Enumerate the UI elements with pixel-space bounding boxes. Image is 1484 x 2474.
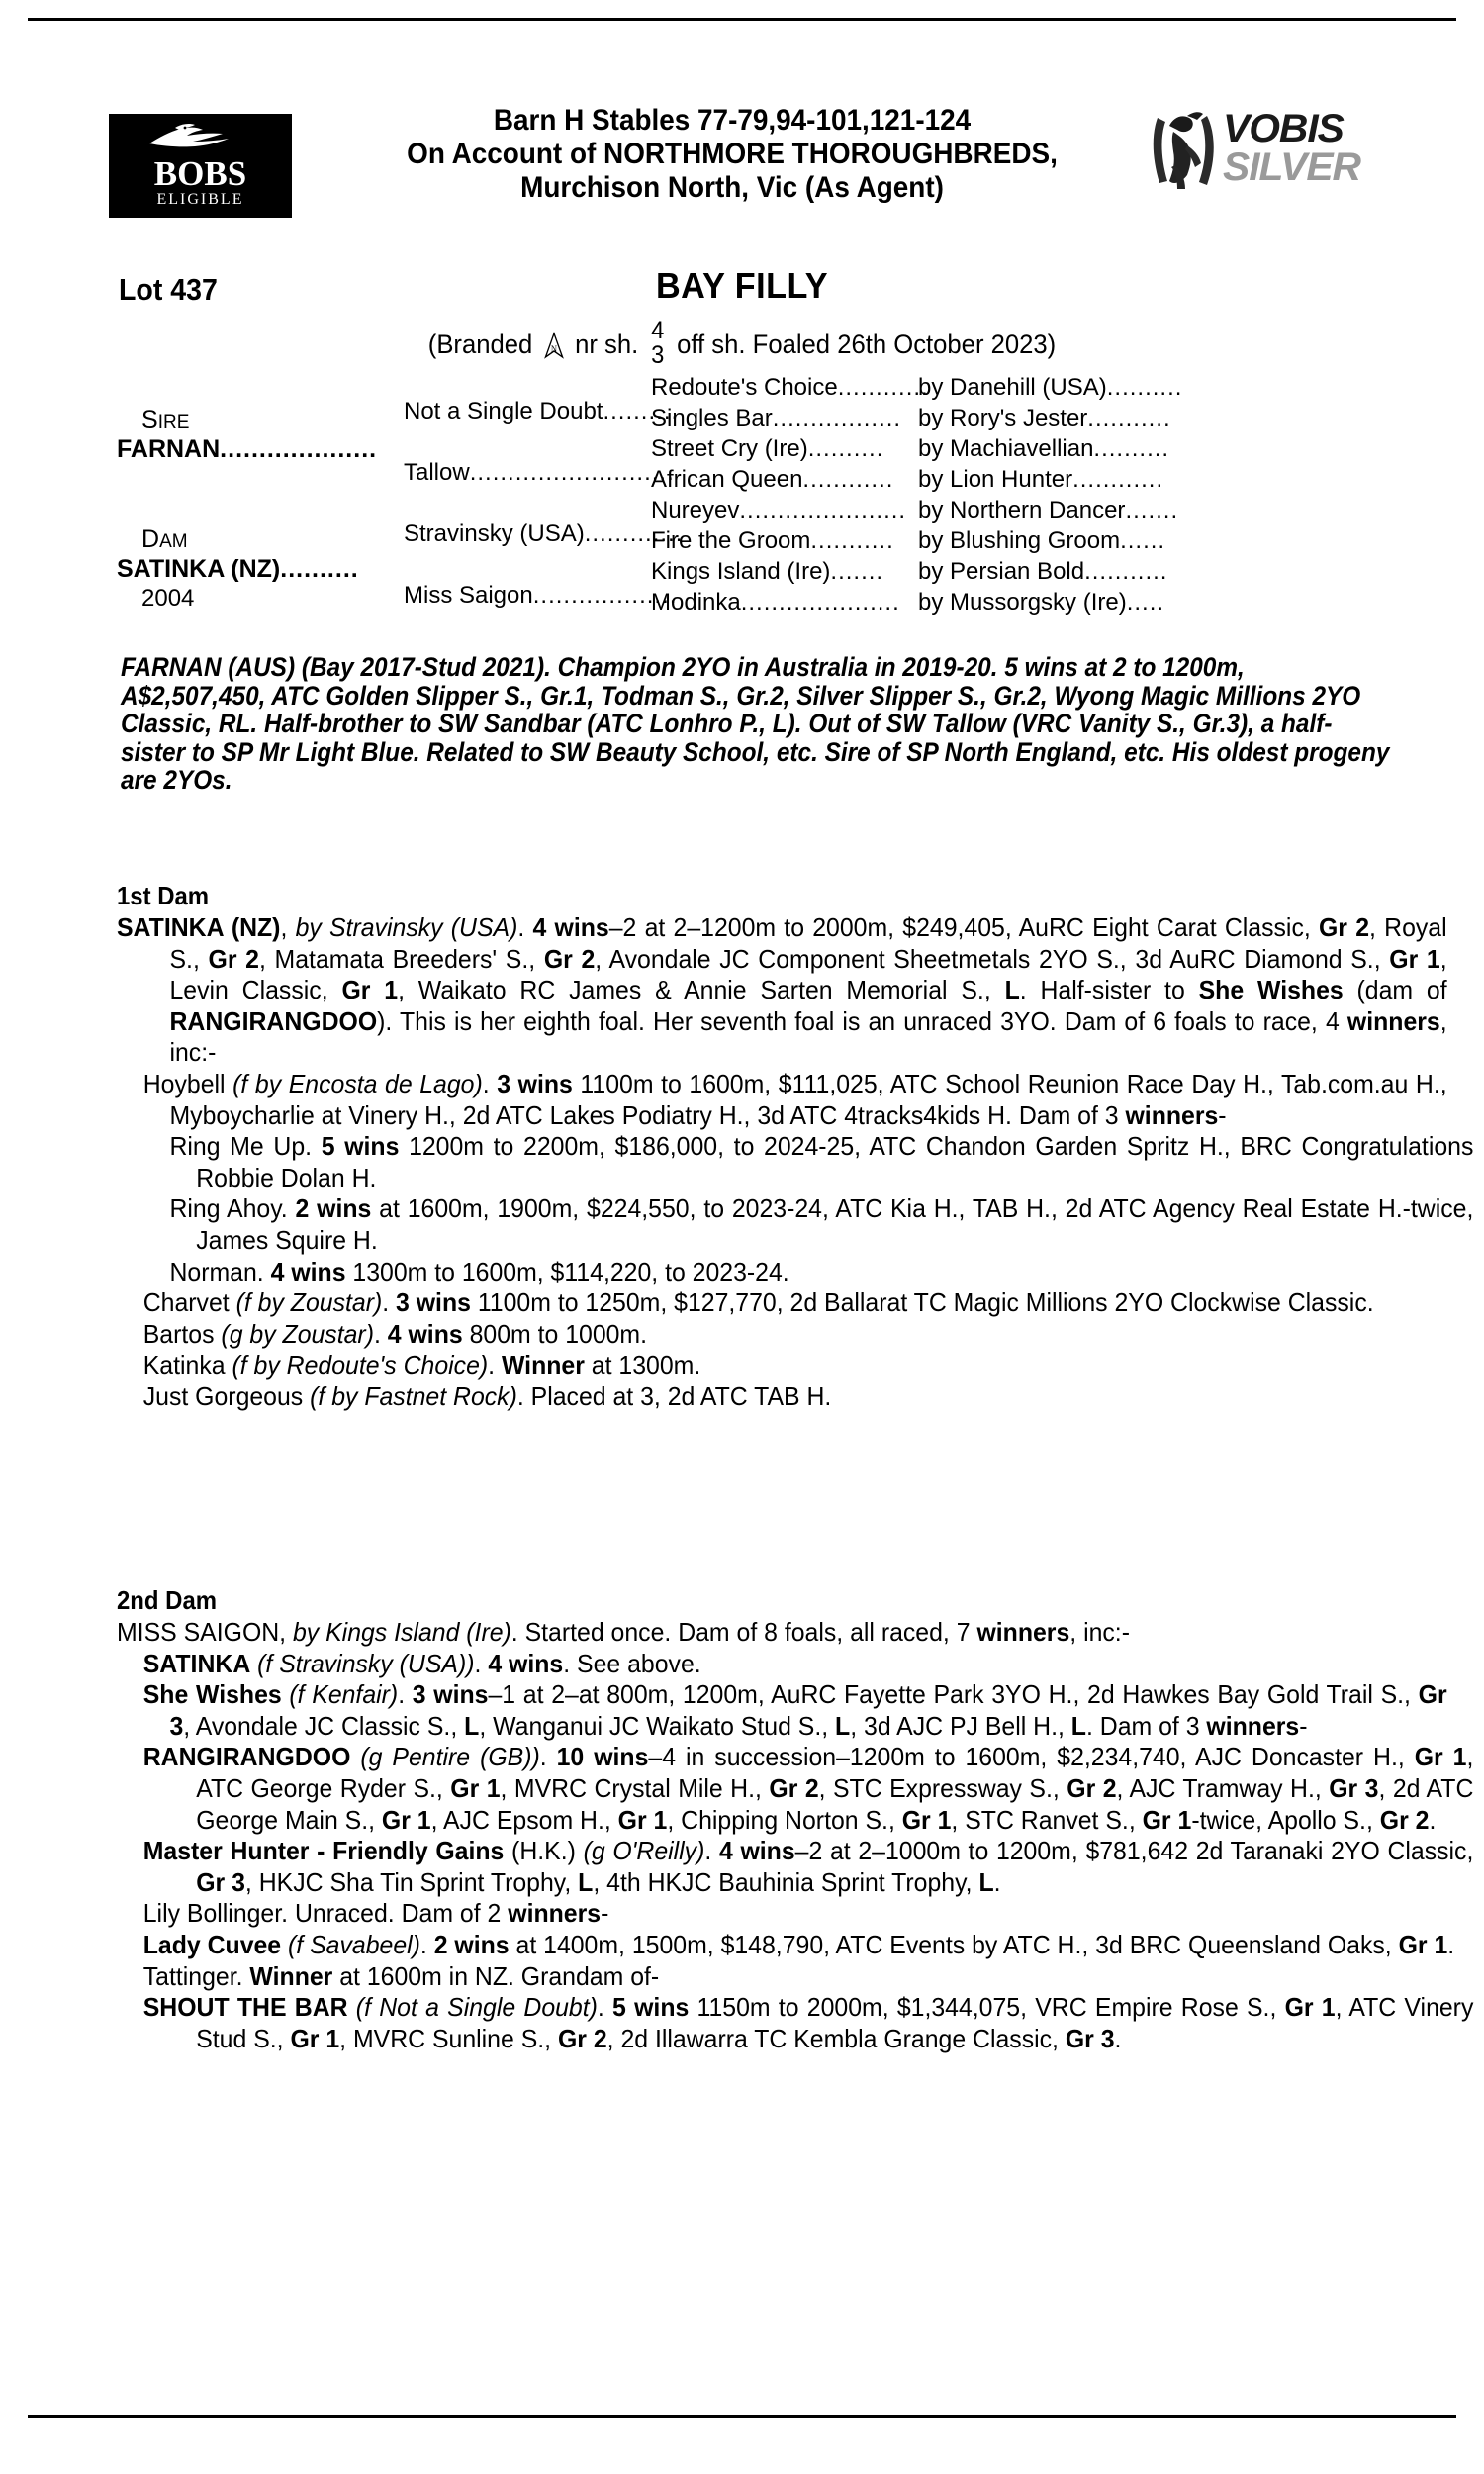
vobis-bottom-word: SILVER (1223, 145, 1360, 189)
vobis-wordmark (1223, 107, 1385, 189)
progeny-name: Ring Me Up (169, 1131, 306, 1162)
progeny-name: Lady Cuvee (142, 1929, 282, 1959)
vobis-jockey-icon (1148, 106, 1221, 193)
lot-number: Lot 437 (119, 272, 218, 307)
pedigree-gen2-2: Stravinsky (USA)............. (404, 521, 684, 547)
pedigree-gen3-7: Modinka..................... (651, 589, 900, 616)
pedigree-gen4-4: by Northern Dancer....... (918, 497, 1179, 523)
progeny-body: . 5 wins 1150m to 2000m, $1,344,075, VRC Empire Rose S., Gr 1, ATC Vinery Stud S., Gr 1, MVRC Sunline S., Gr 2, 2d Illawarra TC Kembla Grange Classic, Gr 3. (196, 1992, 1474, 2053)
progeny-entry (117, 1319, 1447, 1351)
bobs-eligible-subtext: ELIGIBLE (156, 191, 244, 208)
progeny-name: RANGIRANGDOO (142, 1742, 351, 1772)
branding-line (38, 319, 1447, 368)
first-dam-name: SATINKA (NZ) (117, 912, 281, 942)
progeny-sire: (f Savabeel) (288, 1929, 420, 1959)
progeny-body: . 4 wins–2 at 2–1000m to 1200m, $781,642 2d Taranaki 2YO Classic, Gr 3, HKJC Sha Tin Sprint Trophy, L, 4th HKJC Bauhinia Sprint Trophy, L. (196, 1836, 1474, 1897)
progeny-sire: (g O'Reilly) (583, 1836, 705, 1866)
dam-year: 2004 (141, 585, 195, 612)
progeny-sire: (f Stravinsky (USA)) (257, 1648, 475, 1678)
progeny-body: . 4 wins 1300m to 1600m, $114,220, to 2023-24. (256, 1256, 789, 1286)
sire-name: FARNAN.................... (117, 435, 378, 463)
progeny-body: . Unraced. Dam of 2 winners- (281, 1898, 609, 1929)
branded-prefix: (Branded (427, 330, 533, 359)
progeny-name: She Wishes (142, 1679, 282, 1710)
branded-suffix: off sh. Foaled 26th October 2023) (677, 330, 1057, 359)
progeny-body: . 3 wins 1100m to 1250m, $127,770, 2d Ballarat TC Magic Millions 2YO Clockwise Classic. (382, 1287, 1374, 1318)
progeny-body: . 2 wins at 1400m, 1500m, $148,790, ATC Events by ATC H., 3d BRC Queensland Oaks, Gr 1. (419, 1929, 1455, 1959)
pedigree-gen4-3: by Lion Hunter............ (918, 466, 1164, 493)
progeny-entry (117, 1381, 1447, 1413)
progeny-sire: (f Kenfair) (289, 1679, 399, 1710)
pedigree-gen4-0: by Danehill (USA).......... (918, 374, 1183, 401)
progeny-sire: (f by Redoute's Choice) (232, 1350, 489, 1380)
progeny-body: . 4 wins. See above. (474, 1648, 701, 1678)
progeny-entry (117, 1131, 1473, 1193)
progeny-sire: (g Pentire (GB)) (360, 1742, 540, 1772)
pedigree-gen4-5: by Blushing Groom...... (918, 527, 1166, 554)
progeny-name: Master Hunter - Friendly Gains (142, 1836, 505, 1866)
progeny-name: Katinka (142, 1350, 226, 1380)
progeny-entry (117, 1898, 1447, 1930)
first-dam-section (117, 879, 1474, 1413)
vendor-block (336, 104, 1128, 205)
first-dam-body: . 4 wins–2 at 2–1200m to 2000m, $249,405, AuRC Eight Carat Classic, Gr 2, Royal S., Gr 2, Matamata Breeders' S., Gr 2, Avondale JC Component Sheetmetals 2YO S., 3d AuRC Diamond S., Gr 1, Levin Classic, Gr 1, Waikato RC James & Annie Sarten Memorial S., L. Half-sister to She Wishes (dam of RANGIRANGDOO). This is her eighth foal. Her seventh foal is an unraced 3YO. Dam of 6 foals to race, 4 winners, inc:- (169, 912, 1447, 1068)
progeny-entry (117, 1930, 1473, 1961)
progeny-sire: (f by Encosta de Lago) (232, 1068, 483, 1098)
progeny-body: . Winner at 1300m. (488, 1350, 701, 1380)
progeny-entry (117, 1742, 1473, 1836)
progeny-body: . Winner at 1600m in NZ. Grandam of- (235, 1960, 660, 1991)
pedigree-gen3-0: Redoute's Choice............ (651, 374, 929, 401)
top-rule (28, 18, 1456, 21)
progeny-entry (117, 1992, 1473, 2054)
pedigree-gen2-1: Tallow........................... (404, 459, 675, 486)
progeny-body: . 5 wins 1200m to 2200m, $186,000, to 2024-25, ATC Chandon Garden Spritz H., BRC Congratulations Robbie Dolan H. (196, 1131, 1474, 1192)
progeny-name: Ring Ahoy (169, 1193, 281, 1224)
sire-summary: FARNAN (AUS) (Bay 2017-Stud 2021). Champion 2YO in Australia in 2019-20. 5 wins at 2 to 1200m, A$2,507,450, ATC Golden Slipper S., Gr.1, Todman S., Gr.2, Silver Slipper S., Gr.2, Wyong Magic Millions 2YO Classic, RL. Half-brother to SW Sandbar (ATC Lonhro P., L). Out of SW Tallow (VRC Vanity S., Gr.3), a half-sister to SP Mr Light Blue. Related to SW Beauty School, etc. Sire of SP North England, etc. His oldest progeny are 2YOs. (121, 652, 1390, 795)
second-dam-progeny-list (117, 1648, 1474, 2055)
brand-symbol-icon (539, 331, 568, 360)
progeny-entry (117, 1069, 1447, 1131)
second-dam-main: MISS SAIGON, by Kings Island (Ire). Started once. Dam of 8 foals, all raced, 7 winners, inc:- (117, 1617, 1130, 1647)
pedigree-gen4-1: by Rory's Jester........... (918, 405, 1171, 431)
progeny-body: . 3 wins–1 at 2–at 800m, 1200m, AuRC Fayette Park 3YO H., 2d Hawkes Bay Gold Trail S., Gr 3, Avondale JC Classic S., L, Wanganui JC Waikato Stud S., L, 3d AJC PJ Bell H., L. Dam of 3 winners- (169, 1679, 1447, 1741)
progeny-entry (117, 1257, 1473, 1288)
bobs-horse-icon (141, 122, 260, 151)
second-dam-sire: by Kings Island (Ire) (292, 1617, 511, 1647)
pedigree-gen3-1: Singles Bar................. (651, 405, 902, 431)
pedigree-gen2-0: Not a Single Doubt.......... (404, 398, 680, 425)
progeny-name: Tattinger (142, 1960, 236, 1991)
bobs-wordmark: BOBS (153, 154, 247, 193)
sire-label: SIRE (141, 406, 190, 433)
bottom-rule (28, 2415, 1456, 2418)
brand-denominator: 3 (651, 341, 665, 369)
progeny-entry (117, 1679, 1447, 1742)
svg-text:N: N (550, 343, 557, 355)
progeny-entry (117, 1649, 1447, 1680)
progeny-name: Norman (169, 1256, 257, 1286)
progeny-entry (117, 1961, 1447, 1993)
progeny-name: SHOUT THE BAR (142, 1992, 348, 2023)
second-dam-section (117, 1583, 1474, 2054)
vendor-line-2: On Account of NORTHMORE THOROUGHBREDS, (407, 138, 1058, 170)
progeny-body: . 10 wins–4 in succession–1200m to 1600m, $2,234,740, AJC Doncaster H., Gr 1, ATC George Ryder S., Gr 1, MVRC Crystal Mile H., Gr 2, STC Expressway S., Gr 2, AJC Tramway H., Gr 3, 2d ATC George Main S., Gr 1, AJC Epsom H., Gr 1, Chipping Norton S., Gr 1, STC Ranvet S., Gr 1-twice, Apollo S., Gr 2. (196, 1742, 1474, 1835)
progeny-name: SATINKA (142, 1648, 251, 1678)
pedigree-gen2-3: Miss Saigon................... (404, 582, 678, 609)
vendor-line-1: Barn H Stables 77-79,94-101,121-124 (493, 104, 972, 137)
progeny-sire: (f Not a Single Doubt) (355, 1992, 598, 2023)
second-dam-name: MISS SAIGON (117, 1617, 280, 1647)
progeny-name: Lily Bollinger (142, 1898, 282, 1929)
branded-middle: nr sh. (575, 330, 639, 359)
pedigree-gen3-5: Fire the Groom........... (651, 527, 894, 554)
second-dam-body: . Started once. Dam of 8 foals, all raced, 7 winners, inc:- (510, 1617, 1130, 1647)
vendor-line-3: Murchison North, Vic (As Agent) (520, 171, 944, 204)
first-dam-heading: 1st Dam (117, 881, 210, 910)
vobis-silver-logo (1148, 104, 1385, 203)
pedigree-gen3-6: Kings Island (Ire)....... (651, 558, 884, 585)
page-title: BAY FILLY (655, 265, 829, 306)
pedigree-gen3-3: African Queen............ (651, 466, 894, 493)
progeny-name: Just Gorgeous (142, 1380, 304, 1411)
first-dam-progeny-list (117, 1068, 1474, 1413)
progeny-name: Hoybell (142, 1068, 226, 1098)
progeny-sire: (f by Zoustar) (235, 1287, 383, 1318)
pedigree-gen3-2: Street Cry (Ire).......... (651, 435, 884, 462)
progeny-entry (117, 1287, 1447, 1319)
first-dam-sire: by Stravinsky (USA) (295, 912, 518, 942)
progeny-suffix: (H.K.) (511, 1836, 576, 1866)
brand-numerator: 4 (651, 317, 665, 344)
progeny-body: . 3 wins 1100m to 1600m, $111,025, ATC School Reunion Race Day H., Tab.com.au H., Myboycharlie at Vinery H., 2d ATC Lakes Podiatry H., 3d ATC 4tracks4kids H. Dam of 3 winners- (169, 1068, 1447, 1130)
pedigree-gen4-2: by Machiavellian.......... (918, 435, 1170, 462)
pedigree-gen3-4: Nureyev...................... (651, 497, 907, 523)
progeny-body: . 2 wins at 1600m, 1900m, $224,550, to 2023-24, ATC Kia H., TAB H., 2d ATC Agency Real Estate H.-twice, James Squire H. (196, 1193, 1474, 1255)
first-dam-main: SATINKA (NZ), by Stravinsky (USA). 4 wins–2 at 2–1200m to 2000m, $249,405, AuRC Eight Carat Classic, Gr 2, Royal S., Gr 2, Matamata Breeders' S., Gr 2, Avondale JC Component Sheetmetals 2YO S., 3d AuRC Diamond S., Gr 1, Levin Classic, Gr 1, Waikato RC James & Annie Sarten Memorial S., L. Half-sister to She Wishes (dam of RANGIRANGDOO). This is her eighth foal. Her seventh foal is an unraced 3YO. Dam of 6 foals to race, 4 winners, inc:- (117, 912, 1447, 1068)
vobis-top-word: VOBIS (1223, 107, 1344, 150)
progeny-name: Charvet (142, 1287, 230, 1318)
progeny-name: Bartos (142, 1318, 215, 1349)
second-dam-heading: 2nd Dam (117, 1585, 218, 1615)
dam-label: DAM (141, 525, 188, 553)
progeny-body: . 4 wins 800m to 1000m. (373, 1318, 648, 1349)
pedigree-gen4-7: by Mussorgsky (Ire)..... (918, 589, 1165, 616)
pedigree-gen4-6: by Persian Bold........... (918, 558, 1168, 585)
brand-fraction (651, 319, 664, 368)
page-header (109, 104, 1385, 223)
progeny-entry (117, 1836, 1473, 1898)
progeny-sire: (g by Zoustar) (221, 1318, 374, 1349)
dam-name: SATINKA (NZ).......... (117, 555, 359, 583)
progeny-body: . Placed at 3, 2d ATC TAB H. (516, 1380, 832, 1411)
progeny-entry (117, 1193, 1473, 1256)
bobs-eligible-logo (109, 114, 292, 218)
progeny-entry (117, 1350, 1447, 1381)
progeny-sire: (f by Fastnet Rock) (310, 1380, 517, 1411)
